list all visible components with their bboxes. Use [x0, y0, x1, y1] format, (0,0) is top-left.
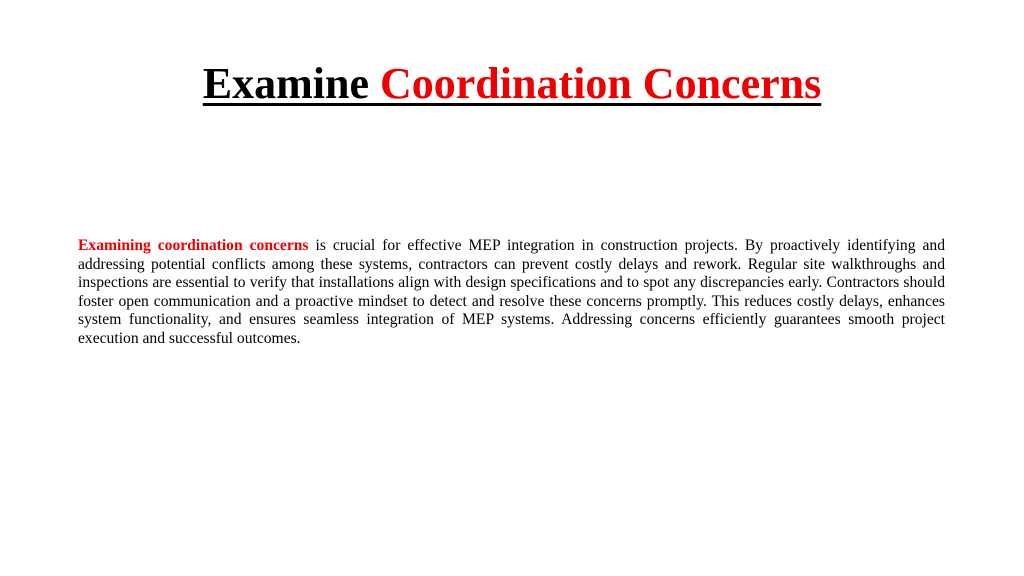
body-paragraph: [78, 237, 945, 349]
paragraph-text: is crucial for effective MEP integration in construction projects. By proactively identifying and addressing potential conflicts among these systems, contractors can prevent costly delays and rework. Regular site walkthroughs and inspections are essential to verify that installations align with design specifications and to spot any discrepancies early. Contractors should foster open communication and a proactive mindset to detect and resolve these concerns promptly. This reduces costly delays, enhances system functionality, and ensures seamless integration of MEP systems. Addressing concerns efficiently guarantees smooth project execution and successful outcomes.: [78, 237, 946, 347]
paragraph-lead-phrase: Examining coordination concerns: [78, 237, 309, 254]
slide-title: [0, 56, 1024, 112]
title-part-examine: Examine: [202, 59, 369, 108]
title-part-coordination-concerns: Coordination Concerns: [379, 59, 822, 108]
